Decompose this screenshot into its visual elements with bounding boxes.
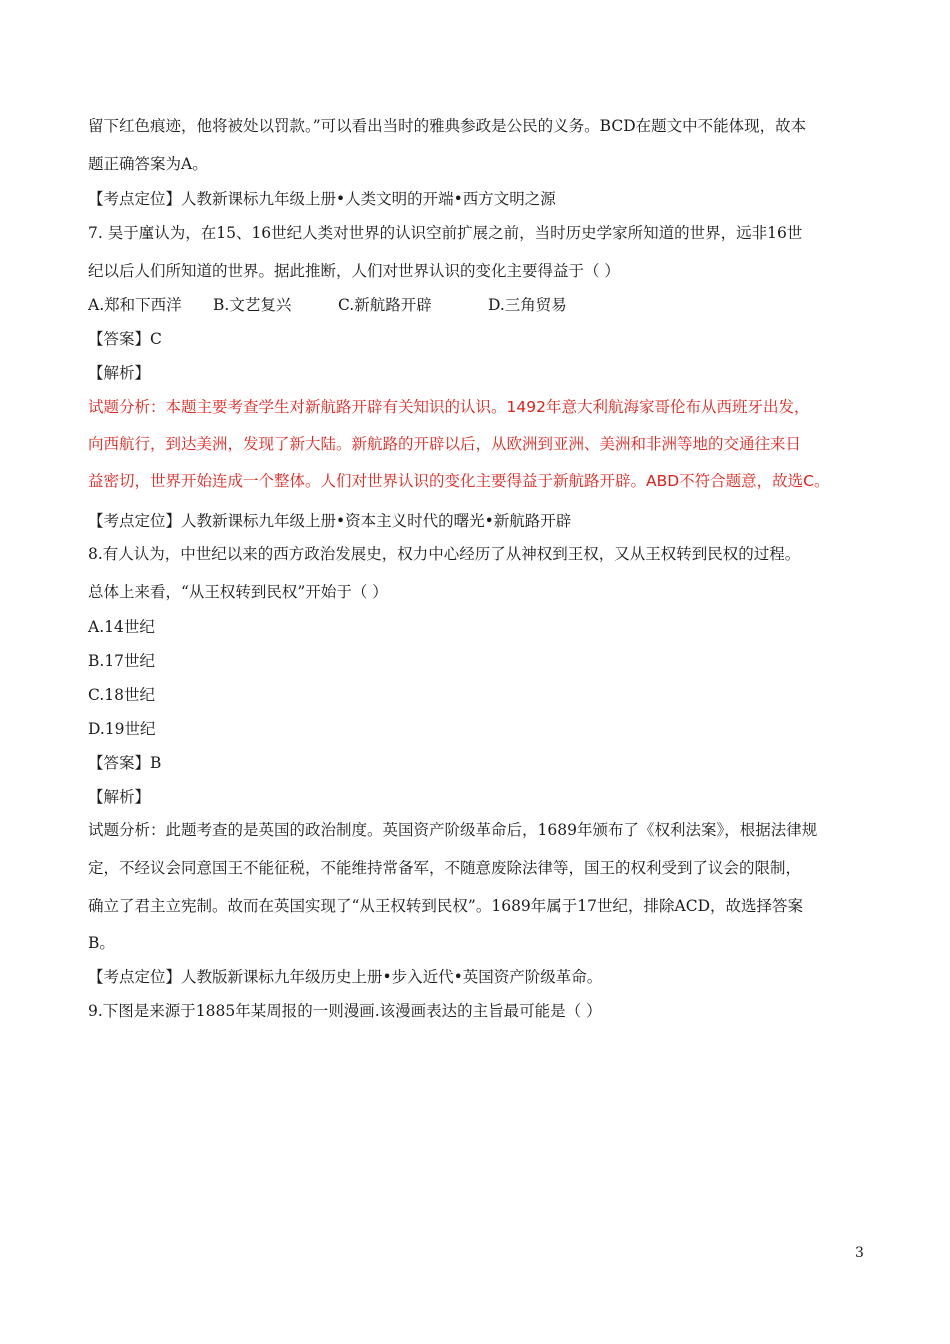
option-c: C.新航路开辟 (338, 296, 432, 314)
page-number: 3 (855, 1245, 864, 1261)
text-line: 留下红色痕迹，他将被处以罚款。”可以看出当时的雅典参政是公民的义务。BCD在题文中不能体现，故本 (88, 117, 807, 135)
option-b: B.文艺复兴 (213, 296, 292, 314)
option-c: C.18世纪 (88, 686, 155, 704)
text-line: 纪以后人们所知道的世界。据此推断，人们对世界认识的变化主要得益于（ ） (88, 262, 620, 280)
question-8: 8.有人认为，中世纪以来的西方政治发展史，权力中心经历了从神权到王权，又从王权转到民权的过程。 (88, 545, 801, 563)
option-d: D.19世纪 (88, 720, 156, 738)
answer-label: 【答案】C (88, 330, 162, 348)
analysis-text: B。 (88, 934, 115, 952)
analysis-text-red: 向西航行，到达美洲，发现了新大陆。新航路的开辟以后，从欧洲到亚洲、美洲和非洲等地的交通往来日 (88, 435, 802, 453)
analysis-text-red: 试题分析：本题主要考查学生对新航路开辟有关知识的认识。1492年意大利航海家哥伦布从西班牙出发， (88, 398, 810, 416)
question-7: 7. 吴于廑认为，在15、16世纪人类对世界的认识空前扩展之前，当时历史学家所知道的世界，远非16世 (88, 224, 803, 242)
option-a: A.郑和下西洋 (88, 296, 182, 314)
option-b: B.17世纪 (88, 652, 156, 670)
analysis-label: 【解析】 (88, 788, 151, 806)
analysis-text-red: 益密切，世界开始连成一个整体。人们对世界认识的变化主要得益于新航路开辟。ABD不符合题意，故选C。 (88, 472, 830, 490)
option-d: D.三角贸易 (488, 296, 567, 314)
knowledge-point: 【考点定位】人教新课标九年级上册•资本主义时代的曙光•新航路开辟 (88, 512, 572, 530)
analysis-text: 确立了君主立宪制。故而在英国实现了“从王权转到民权”。1689年属于17世纪，排除ACD，故选择答案 (88, 897, 804, 915)
option-a: A.14世纪 (88, 618, 155, 636)
analysis-text: 试题分析：此题考查的是英国的政治制度。英国资产阶级革命后，1689年颁布了《权利法案》，根据法律规 (88, 821, 818, 839)
answer-label: 【答案】B (88, 754, 162, 772)
knowledge-point: 【考点定位】人教新课标九年级上册•人类文明的开端•西方文明之源 (88, 190, 556, 208)
text-line: 总体上来看，“从王权转到民权”开始于（ ） (88, 583, 388, 601)
text-line: 题正确答案为A。 (88, 155, 208, 173)
analysis-text: 定，不经议会同意国王不能征税，不能维持常备军，不随意废除法律等，国王的权利受到了议会的限制， (88, 859, 802, 877)
question-9: 9.下图是来源于1885年某周报的一则漫画.该漫画表达的主旨最可能是（ ） (88, 1002, 602, 1020)
knowledge-point: 【考点定位】人教版新课标九年级历史上册•步入近代•英国资产阶级革命。 (88, 968, 603, 986)
analysis-label: 【解析】 (88, 364, 151, 382)
question-7-options (88, 294, 567, 316)
